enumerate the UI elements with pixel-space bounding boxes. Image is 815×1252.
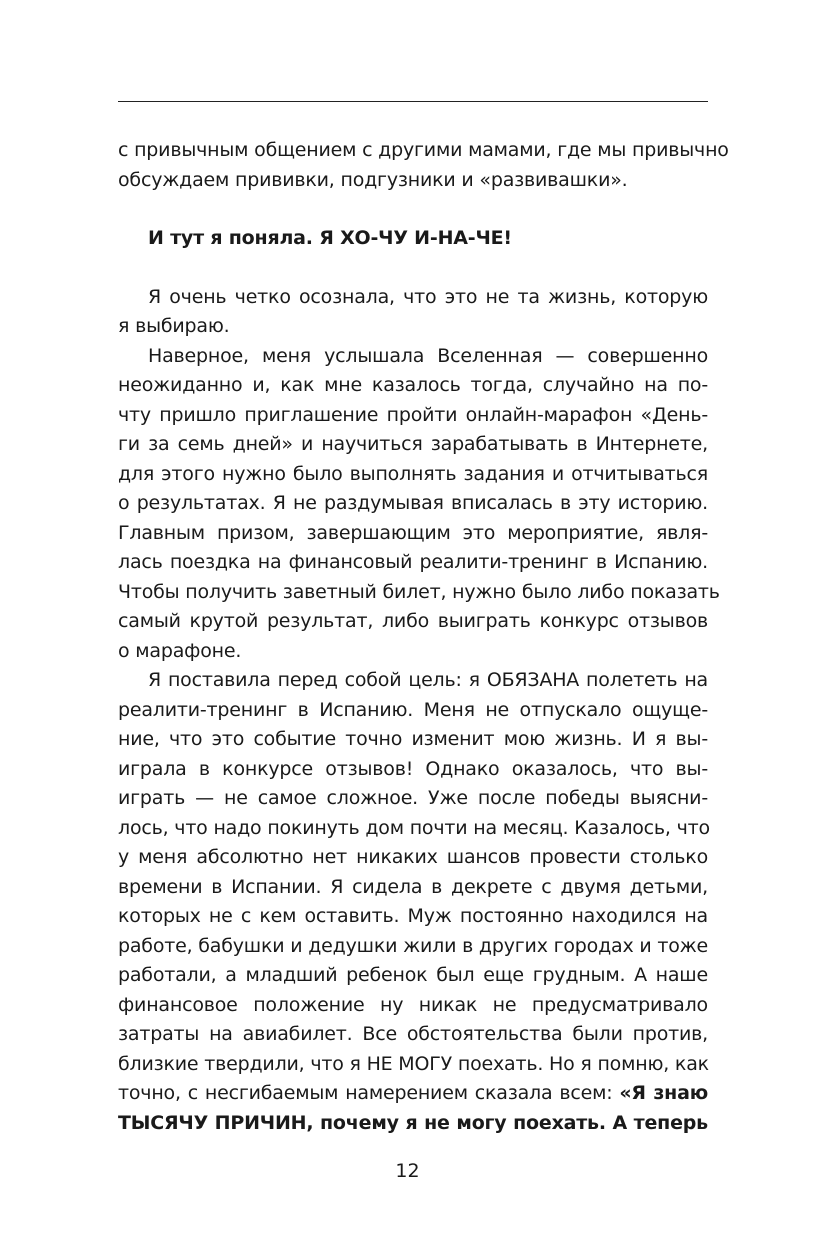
text-line: Чтобы получить заветный билет, нужно было либо показать — [118, 580, 720, 603]
text-line: Наверное, меня услышала Вселенная — совершенно — [148, 344, 708, 367]
text-line: близкие твердили, что я НЕ МОГУ поехать. Но я помню, как — [118, 1052, 709, 1075]
text-line: работе, бабушки и дедушки жили в других городах и тоже — [118, 934, 709, 957]
text-line: играла в конкурсе отзывов! Однако оказалось, что вы- — [118, 757, 708, 780]
text-line: я выбираю. — [118, 315, 230, 337]
text-line: чту пришло приглашение пройти онлайн-марафон «День- — [118, 403, 708, 426]
text-line: Я поставила перед собой цель: я ОБЯЗАНА полететь на — [148, 669, 708, 691]
text-line: обсуждаем прививки, подгузники и «развивашки». — [118, 168, 628, 191]
text-line: реалити-тренинг в Испанию. Меня не отпускало ощуще- — [118, 698, 708, 721]
text-line: которых не с кем оставить. Муж постоянно находился на — [118, 905, 708, 927]
text-line: Я очень четко осознала, что это не та жизнь, которую — [148, 285, 708, 308]
text-line: Главным призом, завершающим это мероприятие, явля- — [118, 521, 708, 544]
text-bold: «Я знаю — [619, 1082, 708, 1104]
text-line: о марафоне. — [118, 639, 242, 662]
text-line: лось, что надо покинуть дом почти на месяц. Казалось, что — [118, 816, 710, 839]
text-line: работали, а младший ребенок был еще грудным. А наше — [118, 964, 708, 986]
text-line: играть — не самое сложное. Уже после победы выясни- — [118, 787, 708, 809]
header-rule — [118, 101, 708, 102]
text-line-bold: ТЫСЯЧУ ПРИЧИН, почему я не могу поехать. А теперь — [118, 1111, 708, 1134]
text-line: неожиданно и, как мне казалось тогда, случайно на по- — [118, 374, 708, 396]
text-line: финансовое положение ну никак не предусматривало — [118, 993, 708, 1016]
section-heading: И тут я поняла. Я ХО-ЧУ И-НА-ЧЕ! — [148, 227, 512, 249]
text-line: о результатах. Я не раздумывая вписалась в эту историю. — [118, 492, 708, 514]
text-line: затраты на авиабилет. Все обстоятельства были против, — [118, 1023, 708, 1045]
page-body — [118, 136, 729, 1138]
text-line-mixed — [118, 1079, 708, 1109]
text-line: с привычным общением с другими мамами, где мы привычно — [118, 139, 729, 161]
page-number: 12 — [395, 1160, 420, 1182]
text-line: лась поездка на финансовый реалити-тренинг в Испанию. — [118, 551, 708, 573]
text-line: для этого нужно было выполнять задания и отчитываться — [118, 462, 708, 485]
text-normal: точно, с несгибаемым намерением сказала всем: — [118, 1082, 620, 1104]
text-line: у меня абсолютно нет никаких шансов провести столько — [118, 846, 708, 868]
text-line: времени в Испании. Я сидела в декрете с двумя детьми, — [118, 875, 708, 898]
text-line: самый крутой результат, либо выиграть конкурс отзывов — [118, 610, 708, 632]
text-line: ние, что это событие точно изменит мою жизнь. И я вы- — [118, 728, 708, 750]
text-line: ги за семь дней» и научиться зарабатывать в Интернете, — [118, 433, 708, 455]
